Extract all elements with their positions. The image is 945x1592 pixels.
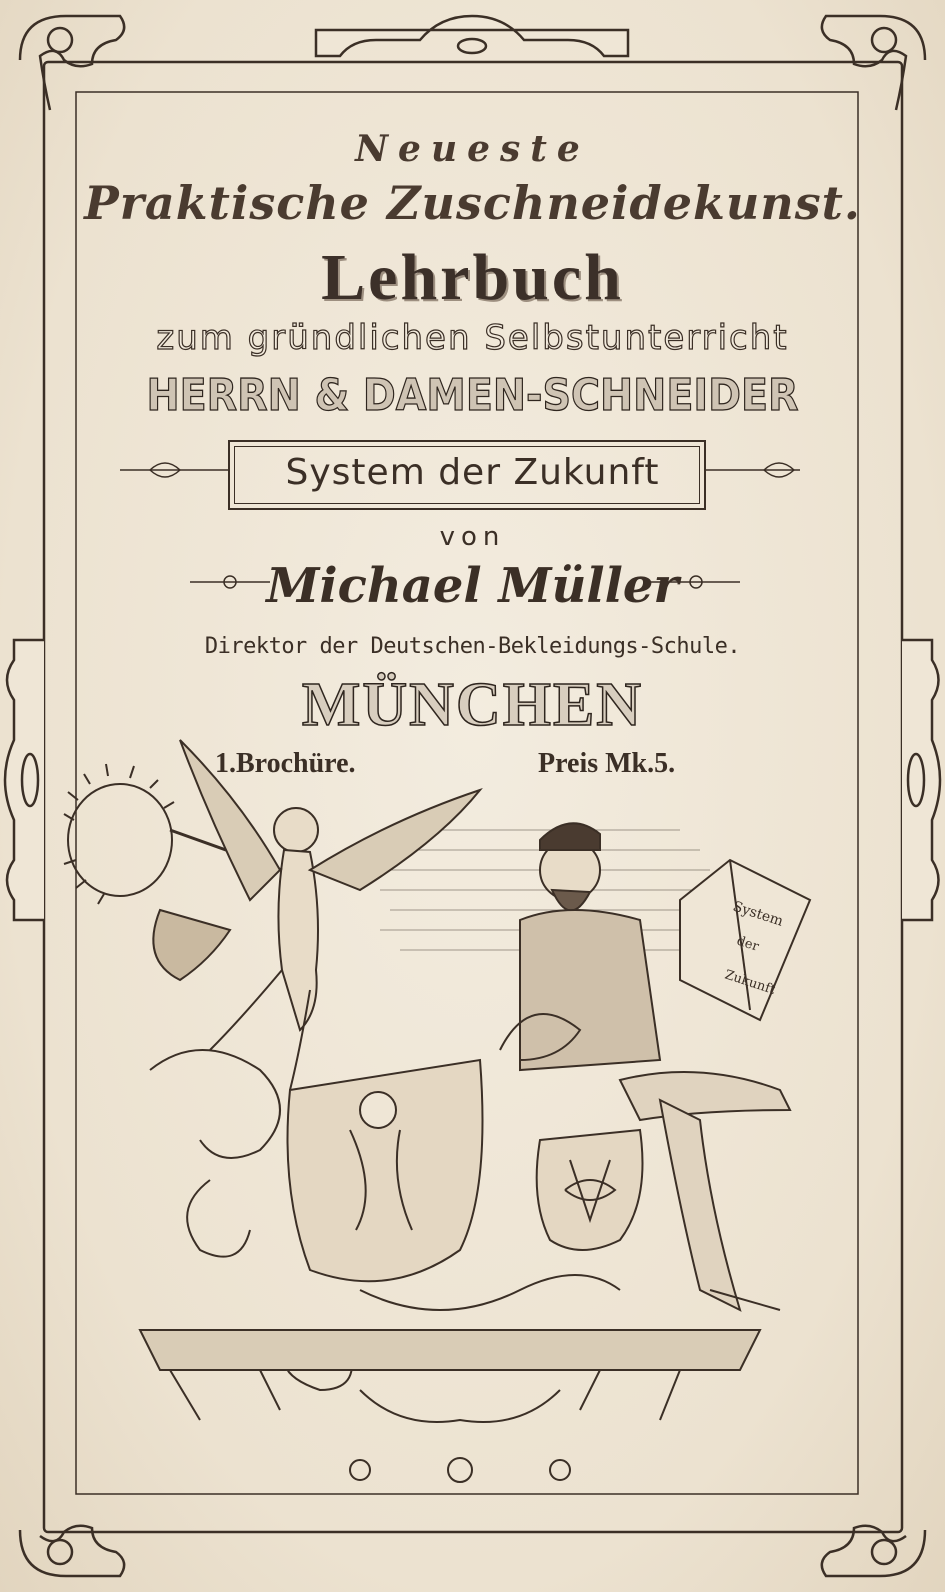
author-name: Michael Müller: [266, 558, 679, 614]
book-text-2: der: [734, 933, 761, 955]
monogram-shield-icon: [537, 1130, 643, 1250]
title-lehrbuch: Lehrbuch: [321, 241, 624, 314]
by-label: von: [439, 522, 506, 552]
author-position: Direktor der Deutschen-Bekleidungs-Schule.: [204, 634, 741, 659]
title-neueste: Neueste: [355, 128, 590, 170]
title-praktische: Praktische Zuschneidekunst.: [84, 176, 861, 230]
city: MÜNCHEN: [301, 671, 644, 739]
angel-figure-icon: [153, 740, 480, 1090]
system-title: System der Zukunft: [285, 452, 660, 493]
price: Preis Mk.5.: [538, 748, 676, 779]
laurel-wreath-icon: [64, 764, 174, 904]
book-text-1: System: [730, 898, 786, 930]
audience: HERRN & DAMEN-SCHNEIDER: [146, 370, 799, 421]
subtitle: zum gründlichen Selbstunterricht: [156, 318, 789, 358]
engraved-illustration: [60, 730, 850, 1490]
edition: 1.Brochüre.: [215, 748, 356, 779]
book-text-3: Zukunft: [722, 967, 777, 998]
shield-icon: [288, 1060, 483, 1281]
